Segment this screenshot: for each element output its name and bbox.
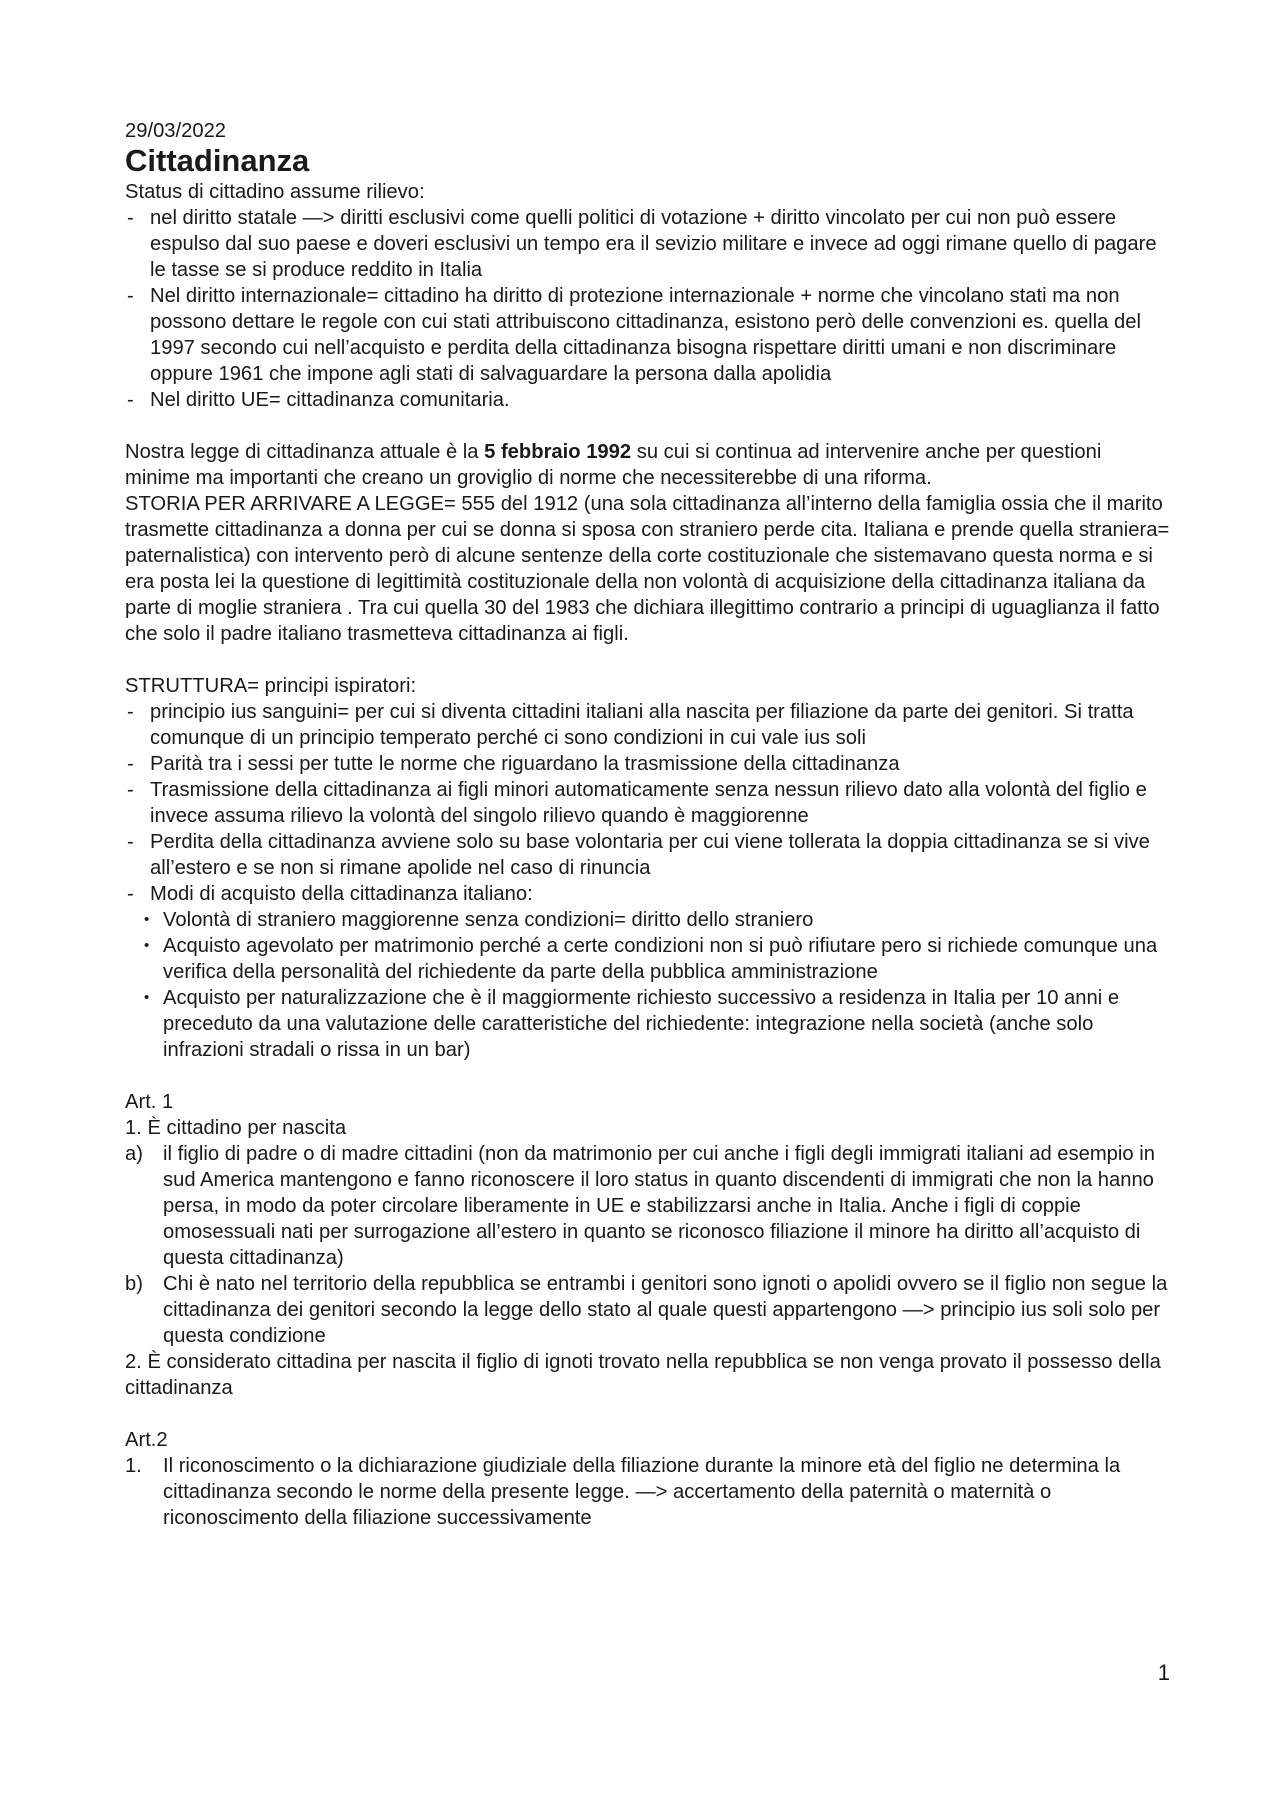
- modi-list: [125, 907, 1170, 1063]
- document-page: [125, 118, 1170, 1531]
- status-intro: Status di cittadino assume rilievo:: [125, 181, 425, 203]
- list-item: [125, 1453, 1170, 1531]
- list-marker: a): [125, 1143, 143, 1165]
- list-item-text: il figlio di padre o di madre cittadini (non da matrimonio per cui anche i figli degli immigrati italiani ad esempio in sud America mantengono e fanno riconoscere il loro status in quanto discendenti di immigrati che non la hanno persa, in modo da poter circolare liberamente in UE e stabilizzarsi anche in Italia. Anche i figli di coppie omosessuali nati per surrogazione all’estero in quanto se riconosco filiazione il minore ha diritto all’acquisto di questa cittadinanza): [163, 1143, 1155, 1269]
- struttura-list: [125, 699, 1170, 907]
- list-item: [125, 1141, 1170, 1271]
- spacer: [125, 1063, 1170, 1089]
- list-item: • Acquisto agevolato per matrimonio perché a certe condizioni non si può rifiutare pero si richiede comunque una verifica della personalità del richiedente da parte della pubblica amministrazione: [125, 933, 1170, 985]
- list-marker: b): [125, 1273, 143, 1295]
- list-item: • Volontà di straniero maggiorenne senza condizioni= diritto dello straniero: [125, 907, 1170, 933]
- art1-paragraph-2: 2. È considerato cittadina per nascita il figlio di ignoti trovato nella repubblica se non venga provato il possesso della cittadinanza: [125, 1351, 1161, 1399]
- list-item: - Trasmissione della cittadinanza ai figli minori automaticamente senza nessun rilievo dato alla volontà del figlio e invece assuma rilievo la volontà del singolo rilievo quando è maggiorenne: [125, 777, 1170, 829]
- art2-list: [125, 1453, 1170, 1531]
- art1-list: [125, 1141, 1170, 1349]
- list-item-text: Il riconoscimento o la dichiarazione giudiziale della filiazione durante la minore età del figlio ne determina la cittadinanza secondo le norme della presente legge. —> accertamento della paternità o maternità o riconoscimento della filiazione successivamente: [163, 1455, 1121, 1529]
- spacer: [125, 647, 1170, 673]
- list-item: - Nel diritto internazionale= cittadino ha diritto di protezione internazionale + norme che vincolano stati ma non possono dettare le regole con cui stati attribuiscono cittadinanza, esistono però delle convenzioni es. quella del 1997 secondo cui nell’acquisto e perdita della cittadinanza bisogna rispettare diritti umani e non discriminare oppure 1961 che impone agli stati di salvaguardare la persona dalla apolidia: [125, 283, 1170, 387]
- list-item-text: Chi è nato nel territorio della repubblica se entrambi i genitori sono ignoti o apolidi ovvero se il figlio non segue la cittadinanza dei genitori secondo la legge dello stato al quale questi appartengono —> principio ius soli solo per questa condizione: [163, 1273, 1168, 1347]
- status-list: [125, 205, 1170, 413]
- list-item: [125, 1271, 1170, 1349]
- list-item: - Perdita della cittadinanza avviene solo su base volontaria per cui viene tollerata la doppia cittadinanza se si vive all’estero e se non si rimane apolide nel caso di rinuncia: [125, 829, 1170, 881]
- page-number: 1: [1157, 1660, 1170, 1685]
- law-text-pre: Nostra legge di cittadinanza attuale è la: [125, 441, 485, 463]
- list-item: • Acquisto per naturalizzazione che è il maggiormente richiesto successivo a residenza in Italia per 10 anni e preceduto da una valutazione delle caratteristiche del richiedente: integrazione nella società (anche solo infrazioni stradali o rissa in un bar): [125, 985, 1170, 1063]
- list-item: - Parità tra i sessi per tutte le norme che riguardano la trasmissione della cittadinanza: [125, 751, 1170, 777]
- law-text-post: su cui si continua ad intervenire anche per questioni minime ma importanti che creano un groviglio di norme che necessiterebbe di una riforma.: [125, 441, 1102, 489]
- law-paragraph: [125, 439, 1170, 491]
- date: 29/03/2022: [125, 120, 227, 142]
- list-item: - Modi di acquisto della cittadinanza italiano:: [125, 881, 1170, 907]
- art1-paragraph-1: 1. È cittadino per nascita: [125, 1117, 347, 1139]
- art1-heading: Art. 1: [125, 1091, 174, 1113]
- law-date-bold: 5 febbraio 1992: [484, 441, 632, 463]
- list-item: - Nel diritto UE= cittadinanza comunitaria.: [125, 387, 1170, 413]
- page-title: Cittadinanza: [125, 143, 310, 178]
- list-item: - principio ius sanguini= per cui si diventa cittadini italiani alla nascita per filiazione da parte dei genitori. Si tratta comunque di un principio temperato perché ci sono condizioni in cui vale ius soli: [125, 699, 1170, 751]
- struttura-intro: STRUTTURA= principi ispiratori:: [125, 675, 417, 697]
- art2-heading: Art.2: [125, 1429, 168, 1451]
- spacer: [125, 1401, 1170, 1427]
- spacer: [125, 413, 1170, 439]
- list-marker: 1.: [125, 1455, 142, 1477]
- list-item: - nel diritto statale —> diritti esclusivi come quelli politici di votazione + diritto vincolato per cui non può essere espulso dal suo paese e doveri esclusivi un tempo era il sevizio militare e invece ad oggi rimane quello di pagare le tasse se si produce reddito in Italia: [125, 205, 1170, 283]
- storia-paragraph: STORIA PER ARRIVARE A LEGGE= 555 del 1912 (una sola cittadinanza all’interno della famiglia ossia che il marito trasmette cittadinanza a donna per cui se donna si sposa con straniero perde cita. Italiana e prende quella straniera= paternalistica) con intervento però di alcune sentenze della corte costituzionale che sistemavano questa norma e si era posta lei la questione di legittimità costituzionale della non volontà di acquisizione della cittadinanza italiana da parte di moglie straniera . Tra cui quella 30 del 1983 che dichiara illegittimo contrario a principi di uguaglianza il fatto che solo il padre italiano trasmetteva cittadinanza ai figli.: [125, 493, 1170, 645]
